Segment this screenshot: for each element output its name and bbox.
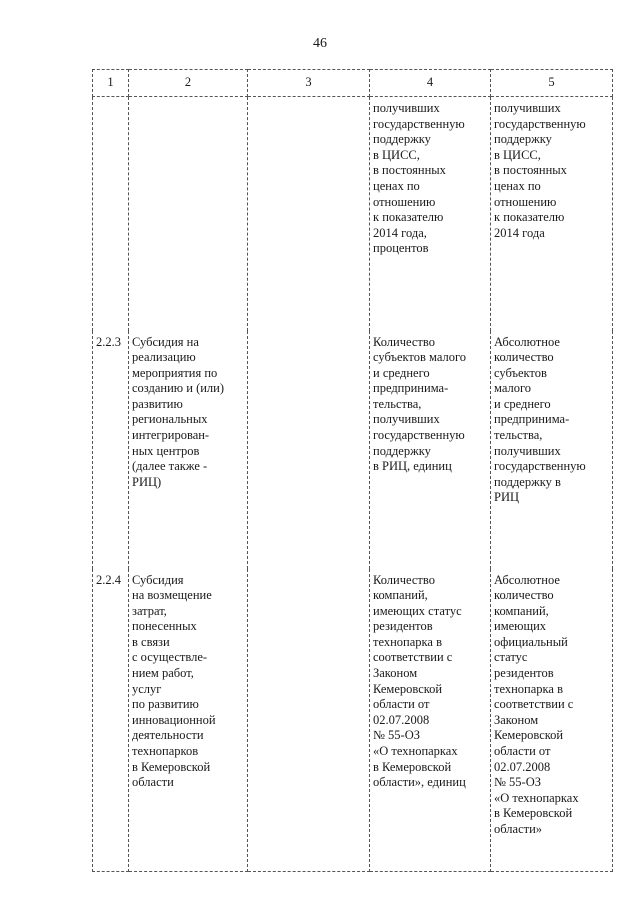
row-number: 2.2.4 — [93, 569, 129, 872]
page-number: 46 — [313, 36, 327, 51]
table-row — [93, 97, 613, 331]
row-col3 — [248, 97, 370, 331]
row-method: Абсолютное количество компаний, имеющих официальный статус резидентов технопарка в соответствии с Законом Кемеровской области от 02.07.2008 № 55-ОЗ «О технопарках в Кемеровской области» — [491, 569, 613, 872]
row-method: Абсолютное количество субъектов малого и среднего предпринима- тельства, получивших государственную поддержку в РИЦ — [491, 331, 613, 569]
row-name — [129, 97, 248, 331]
row-number — [93, 97, 129, 331]
row-col3 — [248, 569, 370, 872]
header-cell-1: 1 — [93, 70, 129, 97]
table-row — [93, 331, 613, 569]
document-table — [92, 69, 613, 872]
row-indicator: Количество компаний, имеющих статус резидентов технопарка в соответствии с Законом Кемеровской области от 02.07.2008 № 55-ОЗ «О технопарках в Кемеровской области», единиц — [370, 569, 491, 872]
header-cell-4: 4 — [370, 70, 491, 97]
row-name: Субсидия на возмещение затрат, понесенных в связи с осуществле- нием работ, услуг по развитию инновационной деятельности технопарков в Кемеровской области — [129, 569, 248, 872]
row-number: 2.2.3 — [93, 331, 129, 569]
row-indicator: Количество субъектов малого и среднего предпринима- тельства, получивших государственную поддержку в РИЦ, единиц — [370, 331, 491, 569]
table-header-row — [93, 70, 613, 97]
header-cell-3: 3 — [248, 70, 370, 97]
row-indicator: получивших государственную поддержку в ЦИСС, в постоянных ценах по отношению к показателю 2014 года, процентов — [370, 97, 491, 331]
row-col3 — [248, 331, 370, 569]
row-method: получивших государственную поддержку в ЦИСС, в постоянных ценах по отношению к показателю 2014 года — [491, 97, 613, 331]
header-cell-2: 2 — [129, 70, 248, 97]
header-cell-5: 5 — [491, 70, 613, 97]
table-row — [93, 569, 613, 872]
row-name: Субсидия на реализацию мероприятия по созданию и (или) развитию региональных интегрирован- ных центров (далее также - РИЦ) — [129, 331, 248, 569]
